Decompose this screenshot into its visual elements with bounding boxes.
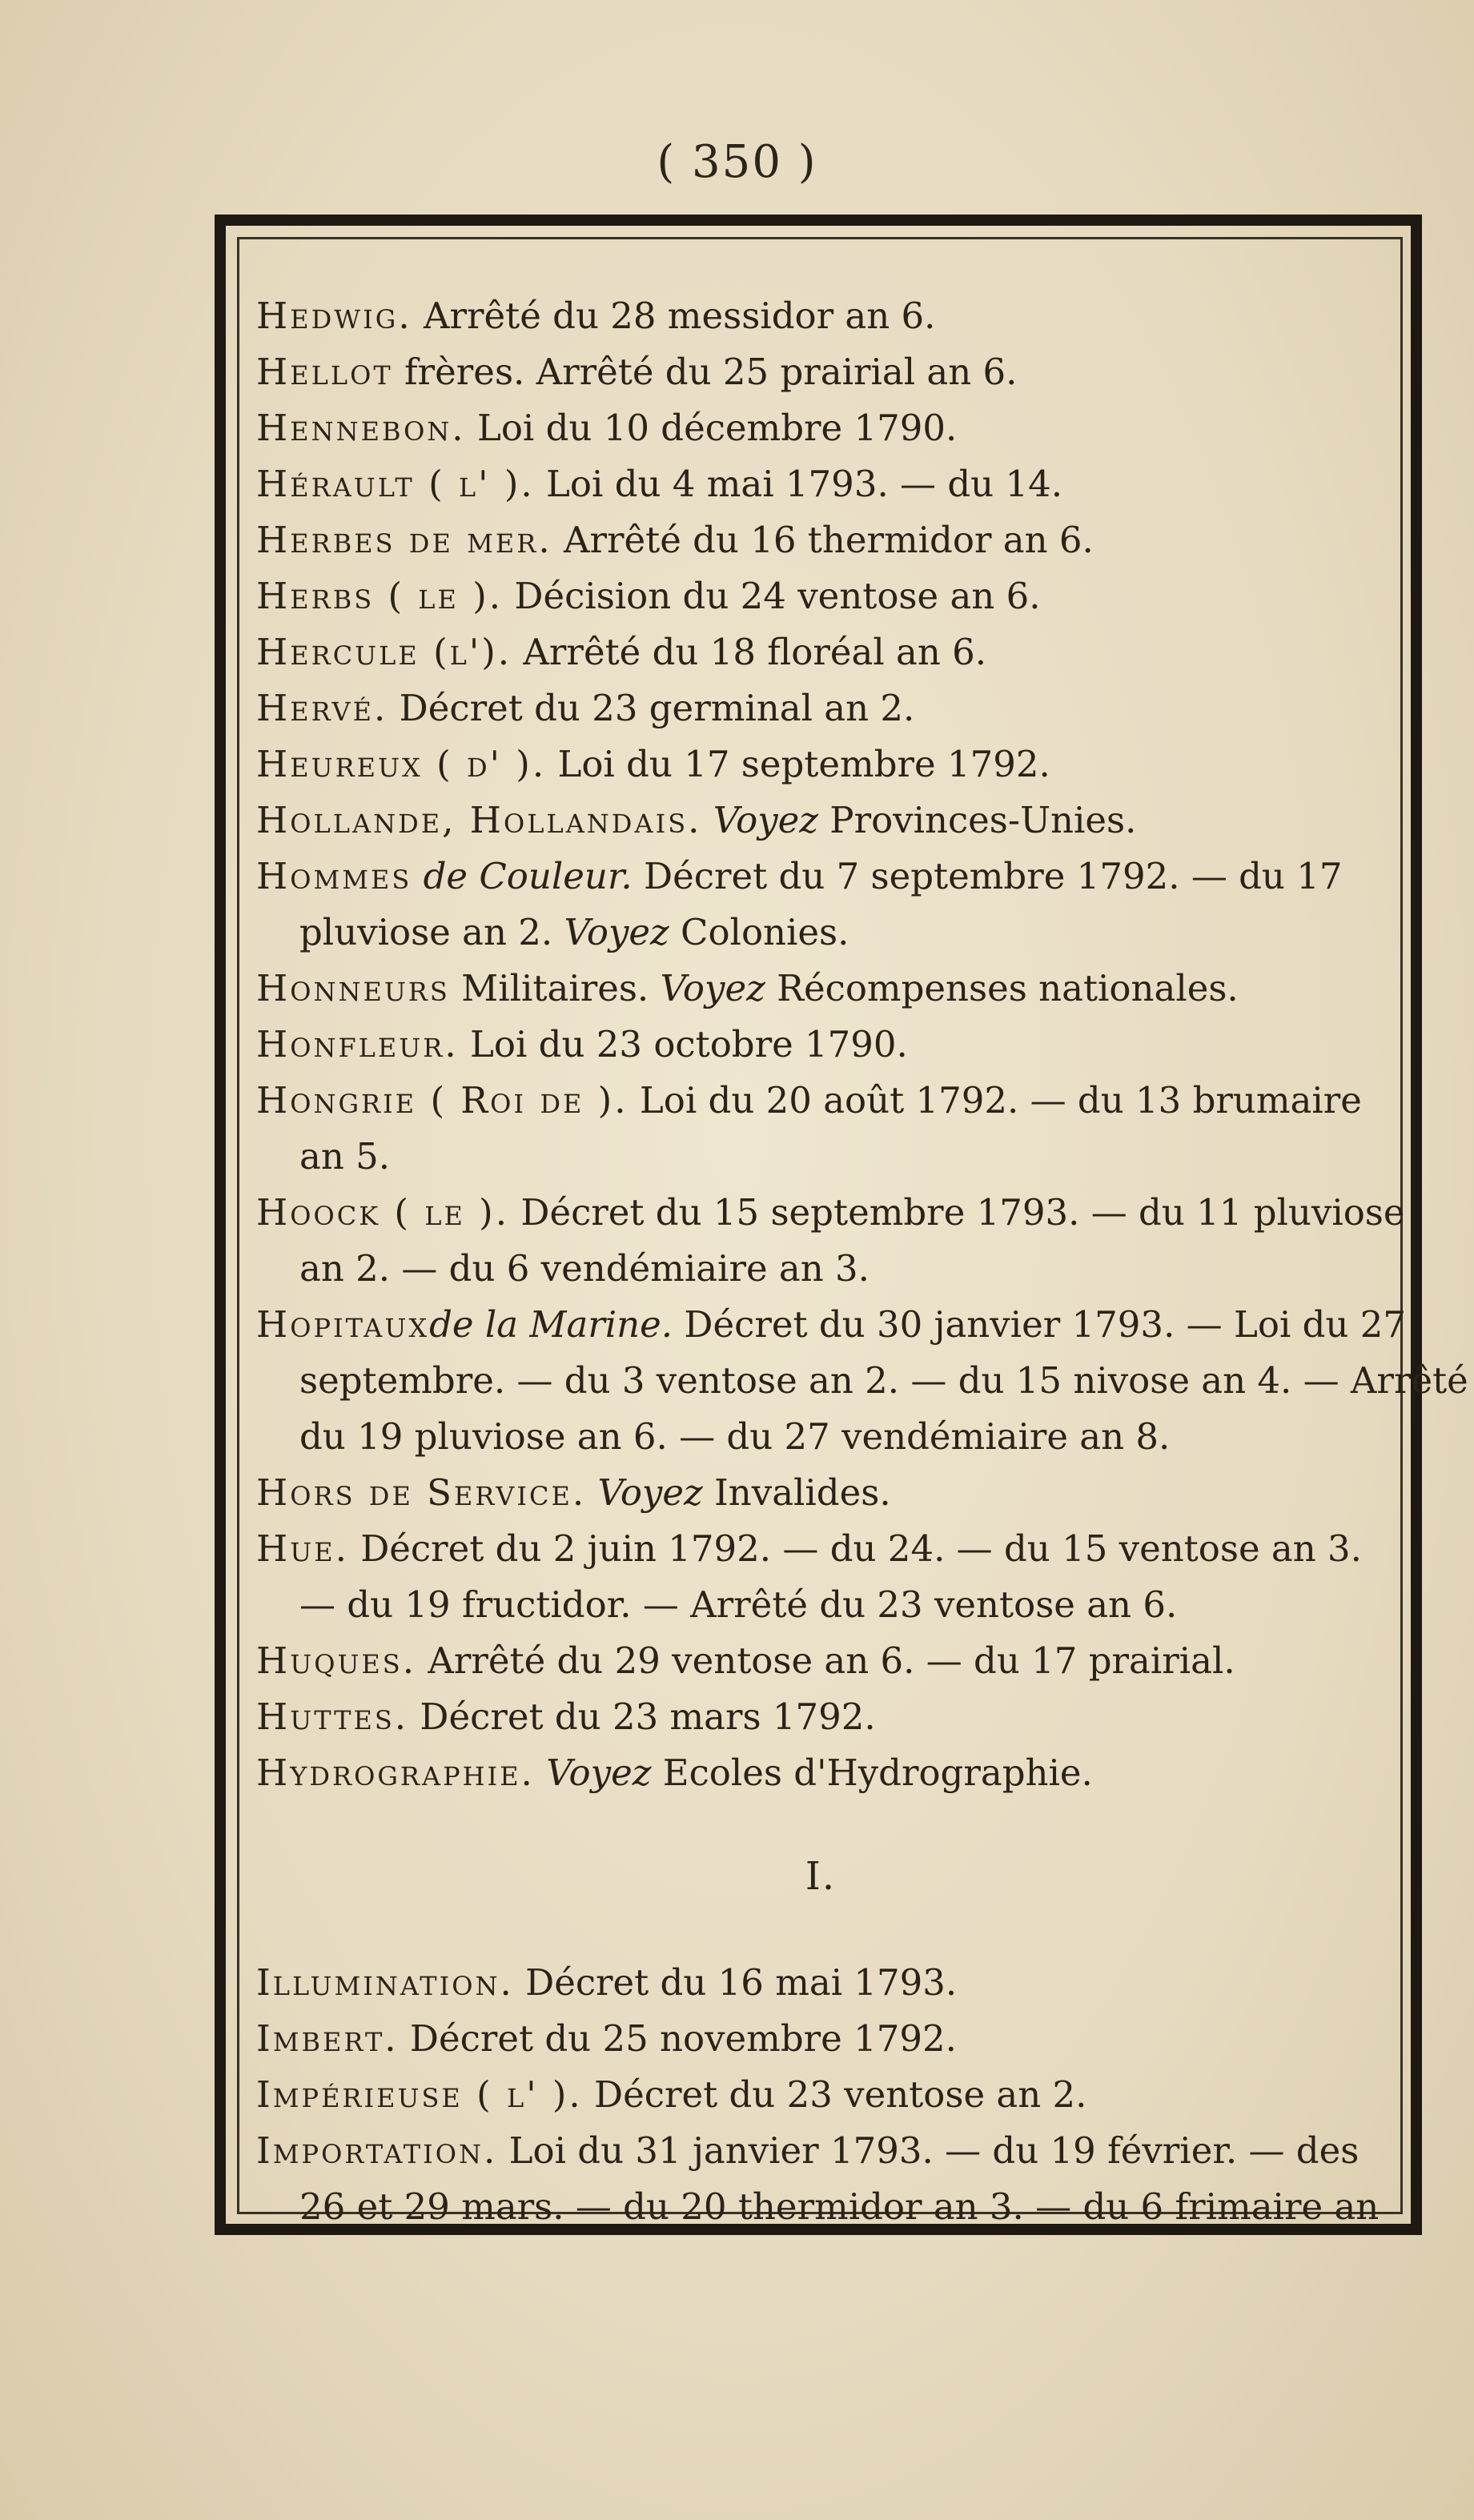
entry-see-reference: Voyez bbox=[660, 967, 765, 1009]
entry-text: Décret du 30 janvier 1793. — Loi du 27 bbox=[684, 1303, 1407, 1346]
index-entry bbox=[256, 2011, 1385, 2067]
entry-italic: de la Marine. bbox=[429, 1303, 673, 1346]
entry-heading: Hoock ( le ). bbox=[256, 1191, 510, 1234]
entry-see-reference: Voyez bbox=[564, 911, 669, 953]
entry-heading: Illumination. bbox=[256, 1961, 514, 2004]
entry-continuation-after: Colonies. bbox=[681, 911, 849, 953]
index-entry bbox=[256, 400, 1385, 456]
entry-heading: Imbert. bbox=[256, 2017, 399, 2060]
entry-heading: Hue. bbox=[256, 1527, 349, 1570]
entry-see-reference: Voyez bbox=[546, 1752, 652, 1794]
index-entry bbox=[256, 1297, 1468, 1465]
entry-heading: Honneurs bbox=[256, 967, 450, 1009]
index-entry bbox=[256, 456, 1385, 512]
entry-text: Décret du 23 germinal an 2. bbox=[399, 687, 915, 729]
entry-heading: Hedwig. bbox=[256, 295, 412, 337]
entry-text: Arrêté du 28 messidor an 6. bbox=[423, 295, 936, 337]
index-entry bbox=[256, 849, 1385, 961]
index-entry bbox=[256, 680, 1385, 736]
entry-heading: Hydrographie. bbox=[256, 1752, 535, 1794]
entry-heading: Huques. bbox=[256, 1639, 417, 1682]
index-entry bbox=[256, 1689, 1385, 1745]
entry-heading: Hercule (l'). bbox=[256, 631, 512, 673]
entry-text: Décret du 15 septembre 1793. — du 11 pluviose bbox=[520, 1191, 1405, 1234]
index-content bbox=[256, 288, 1468, 2235]
index-entry bbox=[256, 793, 1385, 849]
entry-heading: Huttes. bbox=[256, 1695, 409, 1738]
entry-continuation-text: pluviose an 2. bbox=[299, 911, 553, 953]
entry-heading: Impérieuse ( l' ). bbox=[256, 2073, 583, 2116]
entry-text: Loi du 20 août 1792. — du 13 brumaire bbox=[639, 1079, 1362, 1122]
index-entry bbox=[256, 961, 1385, 1017]
index-entry bbox=[256, 512, 1385, 568]
entry-continuation: an 2. — du 6 vendémiaire an 3. bbox=[299, 1247, 870, 1290]
index-entry bbox=[256, 1185, 1405, 1297]
entry-text: Ecoles d'Hydrographie. bbox=[662, 1752, 1093, 1794]
entry-continuation: du 19 pluviose an 6. — du 27 vendémiaire an 8. bbox=[299, 1415, 1171, 1458]
index-entry bbox=[256, 1745, 1385, 1801]
entry-heading: Hennebon. bbox=[256, 407, 466, 449]
section-letter-heading: I. bbox=[805, 1854, 837, 1899]
entry-heading: Honfleur. bbox=[256, 1023, 459, 1065]
entry-heading: Hors de Service. bbox=[256, 1471, 587, 1514]
entry-continuation: 26 et 29 mars. — du 20 thermidor an 3. — du 6 frimaire an bbox=[299, 2185, 1380, 2228]
entry-continuation bbox=[256, 905, 1385, 961]
entry-heading: Hopitaux bbox=[256, 1303, 430, 1346]
entry-text: Invalides. bbox=[714, 1471, 891, 1514]
entry-heading: Hongrie ( Roi de ). bbox=[256, 1079, 629, 1122]
page-number: ( 350 ) bbox=[657, 136, 817, 188]
index-entry bbox=[256, 1073, 1385, 1185]
entry-text: Loi du 31 janvier 1793. — du 19 février. — des bbox=[508, 2129, 1360, 2172]
entry-text: Loi du 4 mai 1793. — du 14. bbox=[546, 463, 1063, 505]
index-entry bbox=[256, 568, 1385, 624]
index-entry bbox=[256, 624, 1385, 680]
index-entry bbox=[256, 736, 1385, 793]
entry-heading: Hervé. bbox=[256, 687, 388, 729]
entry-continuation: an 5. bbox=[299, 1135, 391, 1178]
entry-heading: Hommes bbox=[256, 855, 412, 897]
entry-text: Militaires. bbox=[461, 967, 649, 1009]
index-entry bbox=[256, 1017, 1385, 1073]
entry-text: Décision du 24 ventose an 6. bbox=[514, 575, 1041, 617]
entry-see-reference: Voyez bbox=[597, 1471, 703, 1514]
entry-text: Décret du 16 mai 1793. bbox=[525, 1961, 958, 2004]
entry-heading: Heureux ( d' ). bbox=[256, 743, 547, 785]
entry-text: frères. Arrêté du 25 prairial an 6. bbox=[404, 351, 1018, 393]
entry-text: Loi du 23 octobre 1790. bbox=[469, 1023, 908, 1065]
index-entry bbox=[256, 2067, 1385, 2123]
entry-heading: Importation. bbox=[256, 2129, 498, 2172]
entry-text: Arrêté du 18 floréal an 6. bbox=[523, 631, 987, 673]
entry-text: Décret du 23 ventose an 2. bbox=[594, 2073, 1087, 2116]
entry-continuation: septembre. — du 3 ventose an 2. — du 15 nivose an 4. — Arrêté bbox=[299, 1359, 1468, 1402]
entry-after: Récompenses nationales. bbox=[777, 967, 1239, 1009]
entry-continuation: — du 19 fructidor. — Arrêté du 23 ventose an 6. bbox=[299, 1583, 1178, 1626]
index-entry bbox=[256, 288, 1385, 344]
entry-text: Décret du 23 mars 1792. bbox=[420, 1695, 876, 1738]
entry-text: Décret du 7 septembre 1792. — du 17 bbox=[644, 855, 1343, 897]
index-entry bbox=[256, 2123, 1385, 2235]
entry-heading: Hellot bbox=[256, 351, 393, 393]
entry-text: Loi du 10 décembre 1790. bbox=[476, 407, 958, 449]
index-entry bbox=[256, 1633, 1385, 1689]
entry-heading: Hérault ( l' ). bbox=[256, 463, 535, 505]
entry-text: Loi du 17 septembre 1792. bbox=[557, 743, 1050, 785]
entry-text: Arrêté du 29 ventose an 6. — du 17 prairial. bbox=[428, 1639, 1235, 1682]
entry-italic: de Couleur. bbox=[423, 855, 633, 897]
entry-text: Provinces-Unies. bbox=[829, 799, 1137, 841]
entry-see-reference: Voyez bbox=[713, 799, 818, 841]
index-entry bbox=[256, 1465, 1385, 1521]
entry-heading: Herbs ( le ). bbox=[256, 575, 504, 617]
entry-text: Décret du 2 juin 1792. — du 24. — du 15 ventose an 3. bbox=[360, 1527, 1362, 1570]
entry-text: Décret du 25 novembre 1792. bbox=[409, 2017, 957, 2060]
index-entry bbox=[256, 1955, 1385, 2011]
entry-heading: Herbes de mer. bbox=[256, 519, 552, 561]
index-entry bbox=[256, 344, 1385, 400]
entry-heading: Hollande, Hollandais. bbox=[256, 799, 702, 841]
entry-text: Arrêté du 16 thermidor an 6. bbox=[563, 519, 1094, 561]
index-entry bbox=[256, 1521, 1385, 1633]
